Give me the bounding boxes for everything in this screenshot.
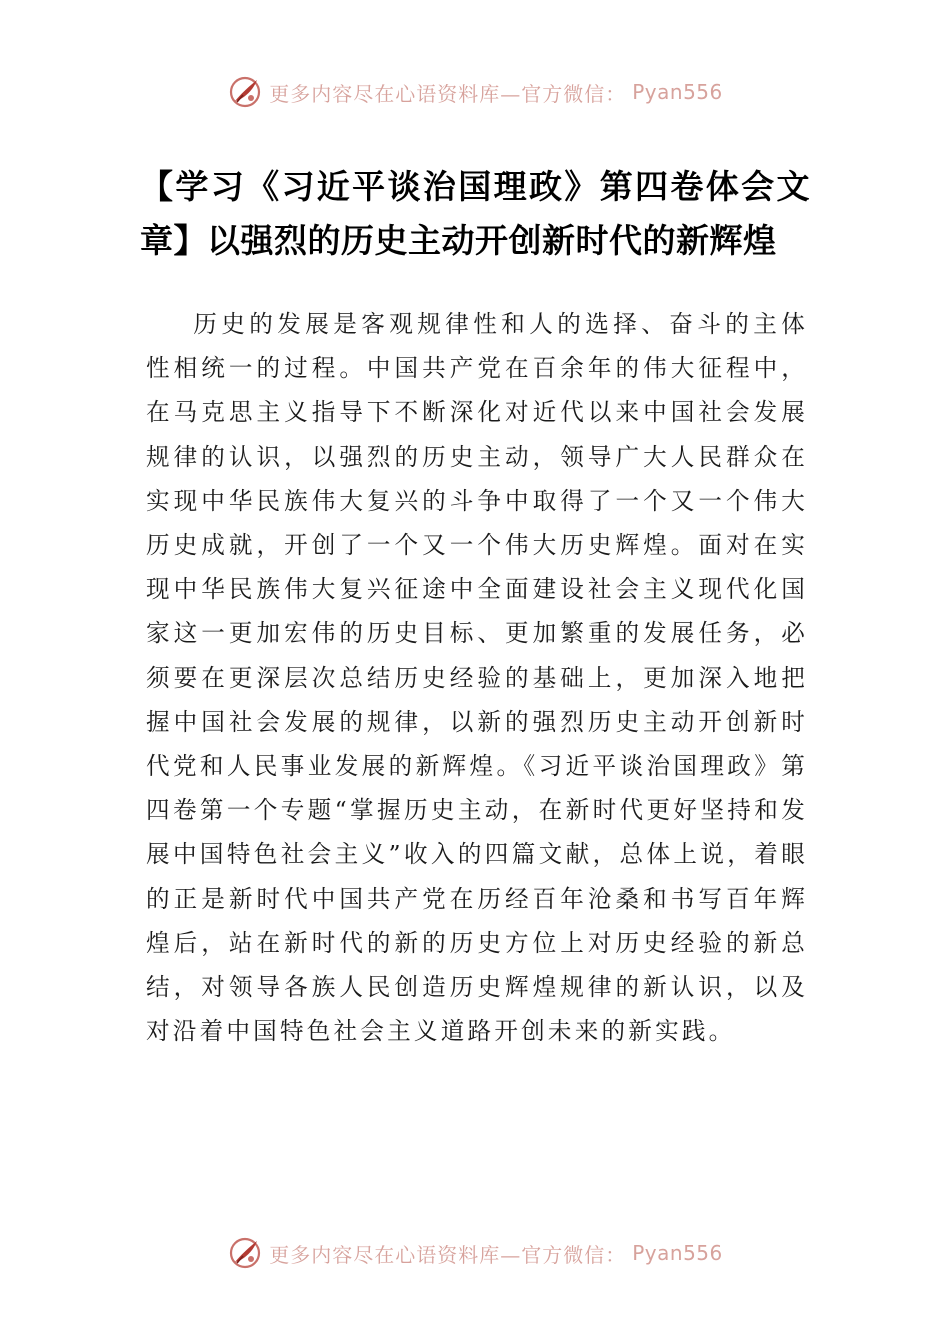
body-paragraph: 历史的发展是客观规律性和人的选择、奋斗的主体性相统一的过程。中国共产党在百余年的伟大征程中，在马克思主义指导下不断深化对近代以来中国社会发展规律的认识，以强烈的历史主动，领导广大人民群众在实现中华民族伟大复兴的斗争中取得了一个又一个伟大历史成就，开创了一个又一个伟大历史辉煌。面对在实现中华民族伟大复兴征途中全面建设社会主义现代化国家这一更加宏伟的历史目标、更加繁重的发展任务，必须要在更深层次总结历史经验的基础上，更加深入地把握中国社会发展的规律，以新的强烈历史主动开创新时代党和人民事业发展的新辉煌。《习近平谈治国理政》第四卷第一个专题“掌握历史主动，在新时代更好坚持和发展中国特色社会主义”收入的四篇文献，总体上说，着眼的正是新时代中国共产党在历经百年沧桑和书写百年辉煌后，站在新时代的新的历史方位上对历史经验的新总结，对领导各族人民创造历史辉煌规律的新认识，以及对沿着中国特色社会主义道路开创未来的新实践。 — [146, 310, 808, 1046]
quill-pen-logo-icon — [227, 1235, 263, 1271]
watermark-text: 更多内容尽在心语资料库—官方微信： — [269, 81, 627, 106]
quill-pen-logo-icon — [227, 74, 263, 110]
watermark-text: 更多内容尽在心语资料库—官方微信： — [269, 1242, 627, 1267]
header-watermark — [0, 72, 950, 112]
footer-watermark — [0, 1233, 950, 1273]
watermark-wechat-id: Pyan556 — [632, 1241, 723, 1265]
watermark-wechat-id: Pyan556 — [632, 80, 723, 104]
document-title: 【学习《习近平谈治国理政》第四卷体会文章】以强烈的历史主动开创新时代的新辉煌 — [140, 167, 810, 260]
